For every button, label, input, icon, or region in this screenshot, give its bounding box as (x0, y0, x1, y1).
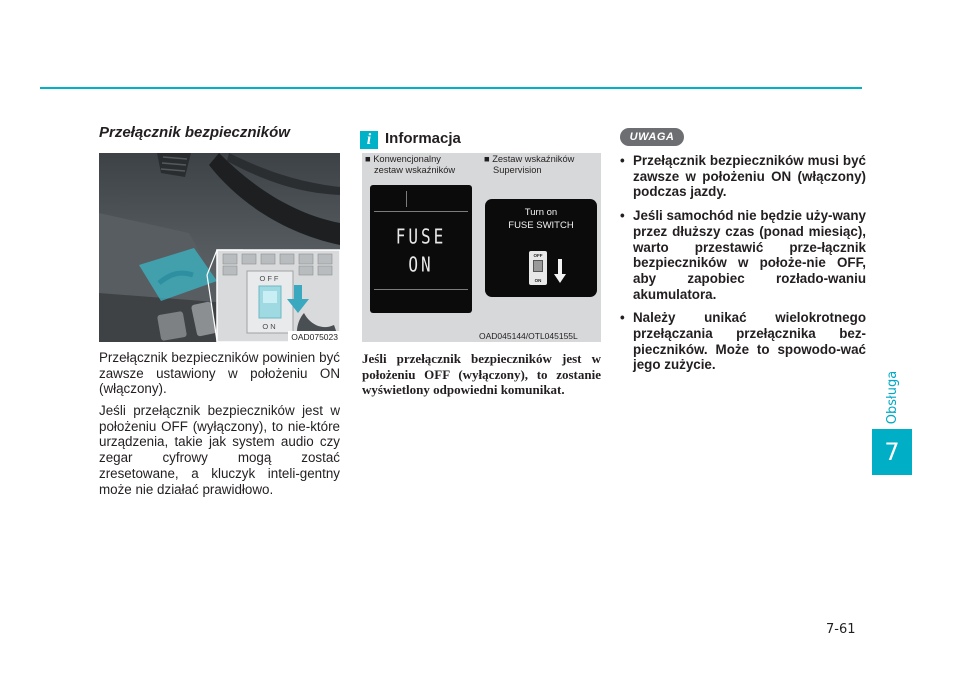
dashboard-illustration (99, 153, 340, 342)
bullet-icon: • (620, 208, 625, 224)
side-label-text: Obsługa (885, 370, 901, 424)
fuse-switch-photo (99, 153, 340, 342)
legend-supervision-line2: Supervision (493, 165, 542, 175)
bullet-icon: • (620, 153, 625, 168)
list-item (620, 310, 866, 373)
switch-off-label: OFF (533, 253, 543, 258)
list-item (620, 208, 866, 302)
info-icon: i (360, 131, 378, 149)
figure-code: OAD045144/OTL045155L (479, 331, 578, 341)
paragraph-1: Przełącznik bezpieczników powinien być zawsze ustawiony w położeniu ON (włączony). (99, 350, 340, 397)
figure-code: OAD075023 (288, 331, 340, 342)
legend-supervision (484, 154, 574, 176)
display-fuse-switch-text: FUSE SWITCH (508, 220, 574, 231)
caution-list (620, 153, 866, 381)
chapter-tab: 7 (872, 429, 912, 475)
display-on-text: ON (408, 252, 434, 277)
cluster-figure (362, 153, 601, 342)
info-text: Jeśli przełącznik bezpieczników jest w położeniu OFF (wyłączony), to zostanie wyświetlony odpowiedni komunikat. (362, 351, 601, 397)
legend-supervision-line1: ■ Zestaw wskaźników (484, 154, 575, 164)
header-rule (40, 87, 862, 89)
paragraph-2: Jeśli przełącznik bezpieczników jest w położeniu OFF (wyłączony), to nie-które urządzenia, takie jak system audio czy zegar cyfrowy mogą zostać zresetowane, a kluczyk inteli-gentny może nie działać prawidłowo. (99, 403, 340, 497)
list-item (620, 153, 866, 200)
inset-on-label: ON (262, 322, 278, 331)
display-fuse-text: FUSE (395, 224, 447, 249)
legend-conventional-line1: ■ Konwencjonalny (365, 154, 441, 164)
supervision-cluster-display (485, 199, 597, 297)
caution-text: Przełącznik bezpieczników musi być zawsze w położeniu ON (włączony) podczas jazdy. (633, 153, 866, 200)
caution-text: Jeśli samochód nie będzie uży-wany przez dłuższy czas (ponad miesiąc), warto przestawić prze-łącznik bezpieczników w położe-nie OFF, aby zapobiec rozłado-waniu akumulatora. (633, 208, 866, 302)
info-title: Informacja (385, 130, 461, 147)
bullet-icon: • (620, 310, 625, 326)
page-number: 7-61 (826, 622, 856, 637)
section-side-label (878, 372, 908, 422)
section-title: Przełącznik bezpieczników (99, 124, 290, 141)
inset-off-label: OFF (259, 274, 281, 283)
conventional-cluster-display (370, 185, 472, 313)
display-turn-on-text: Turn on (524, 207, 558, 218)
switch-on-label: ON (534, 278, 542, 283)
caution-badge: UWAGA (620, 128, 684, 146)
fuse-switch-icon (529, 251, 547, 285)
legend-conventional (365, 154, 455, 176)
legend-conventional-line2: zestaw wskaźników (374, 165, 456, 175)
caution-text: Należy unikać wielokrotnego przełączania przełącznika bez-pieczników. Może to spowodo-wać jego zużycie. (633, 310, 866, 373)
arrow-down-icon (554, 259, 566, 283)
